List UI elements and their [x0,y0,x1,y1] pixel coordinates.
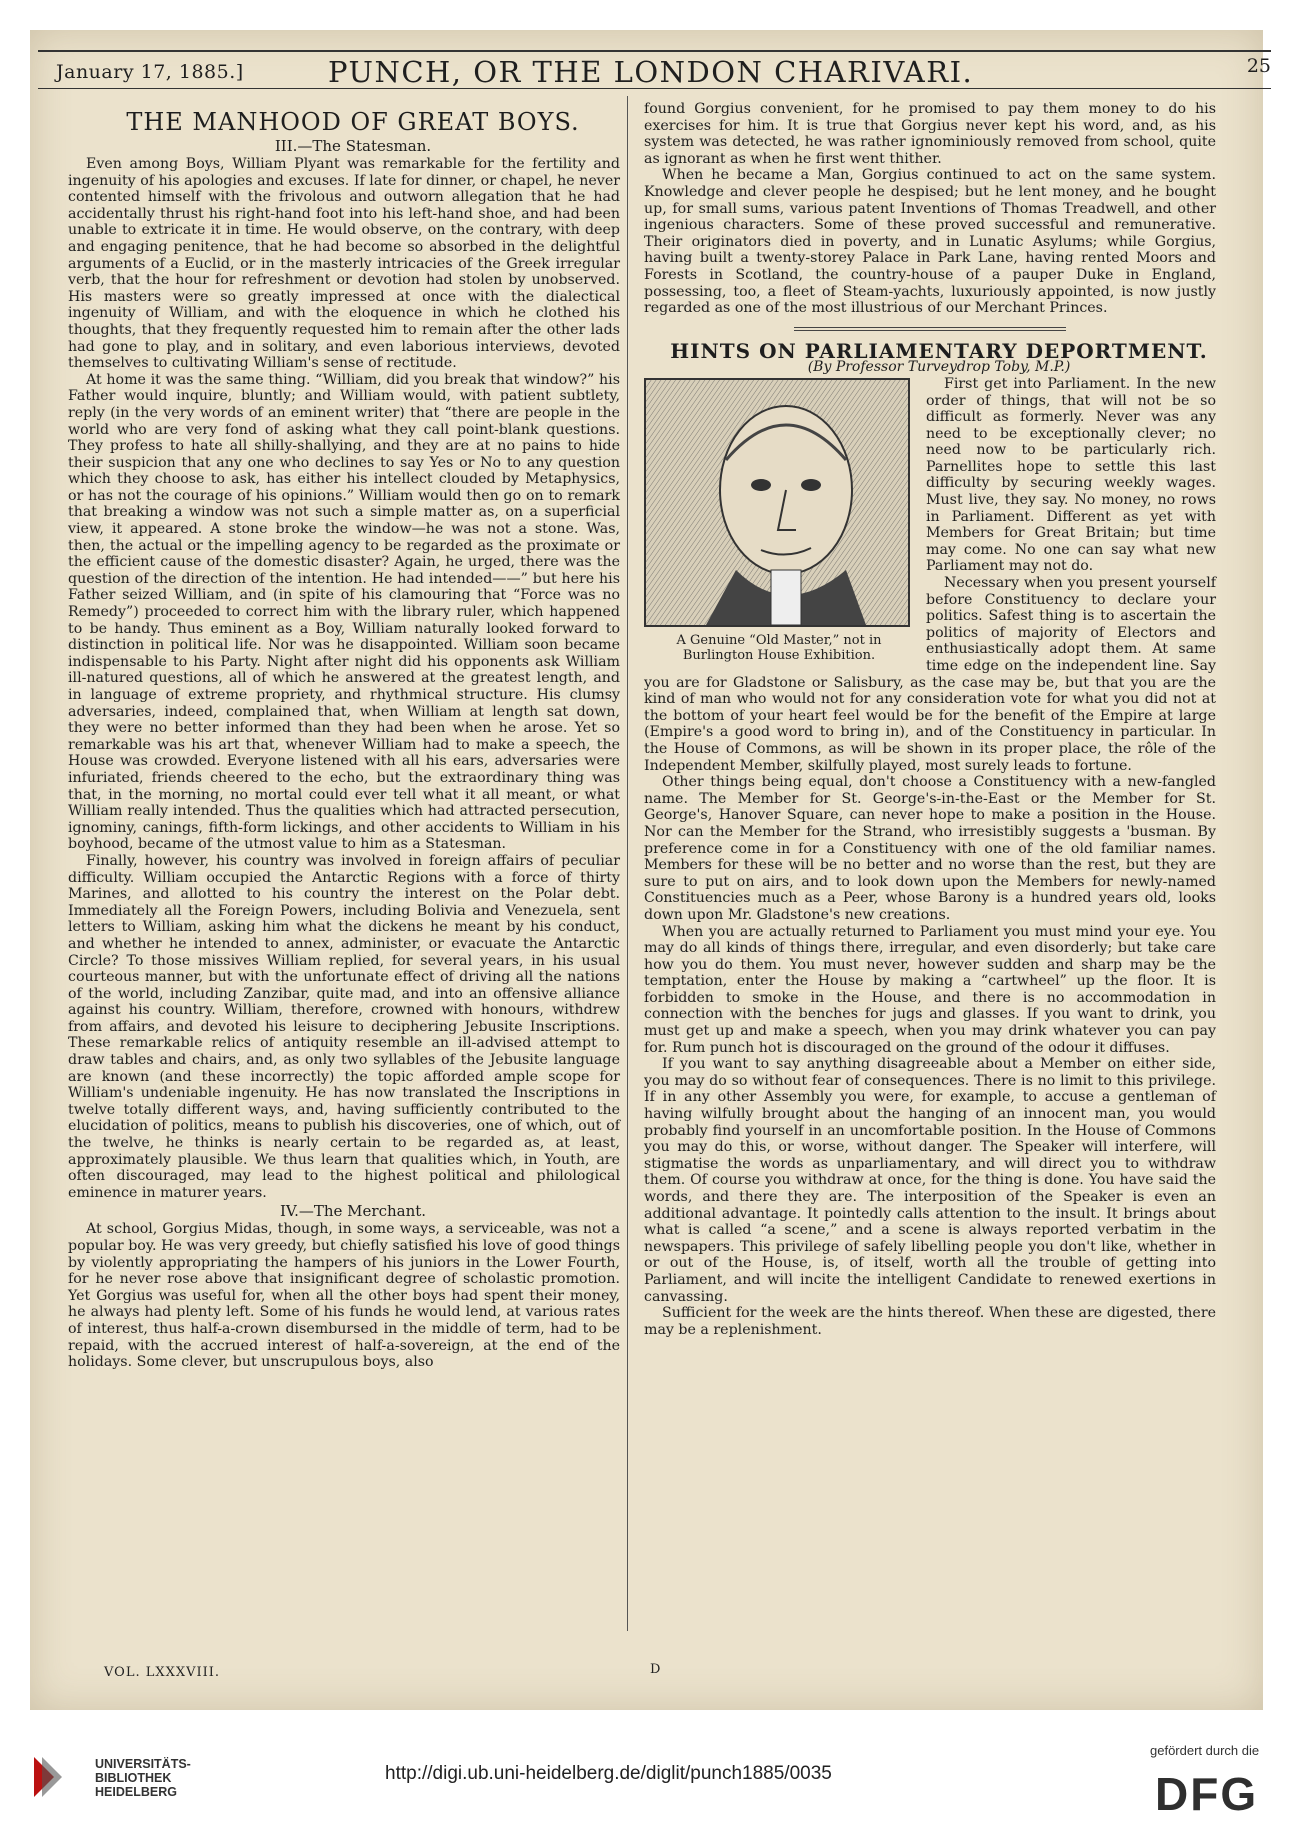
header-title: PUNCH, OR THE LONDON CHARIVARI. [328,55,974,89]
byline: (By Professor Turveydrop Toby, M.P.) [807,359,1071,376]
column-divider [627,96,628,1631]
section-heading-statesman: III.—The Statesman. [274,137,432,155]
portrait-engraving [644,378,910,627]
signature-mark: D [650,1662,661,1677]
paragraph: When you are actually returned to Parliament you must mind your eye. You may do all kinds of things there, irregular, and even disorderly; but take care how you do them. You must never, however sudden and sharp may be the temptation, enter the House by making a “cartwheel” up the floor. It is forbidden to smoke in the House, and there is no accommodation in connection with the benches for jugs and glasses. If you want to drink, you must get up and make a speech, when you may drink whatever you can pay for. Rum punch hot is discouraged on the ground of the odour it diffuses. [644,923,1216,1056]
library-line: HEIDELBERG [95,1785,177,1799]
right-column [644,101,1216,1338]
header-rule [38,88,1271,89]
left-column [68,108,620,1371]
paragraph: At home it was the same thing. “William, did you break that window?” his Father would inquire, bluntly; and William would, with patient subtlety, reply (in the very words of an eminent writer) that “there are people in the world who are very fond of asking what they call point-blank questions. They profess to hate all shilly-shallying, and they are at no pains to hide their suspicion that any one who declines to say Yes or No to any question which they choose to ask, has either his intellect clouded by Metaphysics, or has not the courage of his opinions.” William would then go on to remark that breaking a window was not such a simple matter as, on a superficial view, it appeared. A stone broke the window—he was not a stone. Was, then, the actual or the impelling agency to be regarded as the proximate or the efficient cause of the domestic disaster? Again, he urged, there was the question of the direction of the intention. He had intended——” but here his Father seized William, and (in spite of his clamouring that “Force was no Remedy”) proceeded to correct him with the library ruler, which happened to be handy. Thus eminent as a Boy, William naturally looked forward to distinction in political life. Nor was he disappointed. William soon became indispensable to his Party. Night after night did his opponents ask William ill-natured questions, all of which he answered at the greatest length, and in language of extreme propriety, and rhythmical structure. His clumsy adversaries, indeed, complained that, when William at length sat down, they were no better informed than they had been when he arose. Yet so remarkable was his art that, whenever William had to make a speech, the House was crowded. Everyone listened with all his ears, adversaries were infuriated, friends cheered to the echo, but the extraordinary thing was that, in the morning, no mortal could ever tell what it all meant, or what William really intended. Thus the qualities which had attracted persecution, ignominy, canings, fifth-form lickings, and other accidents to William in his boyhood, became of the utmost value to him as a Statesman. [68,371,620,853]
bottom-bar [0,1735,1293,1825]
dfg-logo: DFG [1155,1768,1259,1820]
paragraph: Other things being equal, don't choose a Constituency with a new-fangled name. The Member for St. George's-in-the-East or the Member for St. George's, Hanover Square, can never hope to make a position in the House. Nor can the Member for the Strand, who irresistibly suggests a 'busman. By preference come in for a Constituency with one of the old familiar names. Members for these will be no better and no worse than the rest, but they are sure to put on airs, and to look down upon the Members for newly-named Constituencies much as a Peer, whose Barony is a hundred years old, looks down upon Mr. Gladstone's new creations. [644,774,1216,923]
library-name [95,1757,191,1799]
paragraph: Necessary when you present yourself before Constituency to declare your politics. Safest thing is to ascertain the politics of majority of Electors and enthusiastically adopt them. At same time edge on the independent line. Say you are for Gladstone or Salisbury, as the case may be, but that you are the kind of man who would not for any consideration vote for what you did not at the bottom of your heart feel would be for the benefit of the Empire at large (Empire's a good word to bring in), and of the Constituency in particular. In the House of Commons, as will be shown in its proper place, the rôle of the Independent Member, skilfully played, most surely leads to fortune. [644,575,1216,774]
volume-number: VOL. LXXXVIII. [104,1665,221,1680]
page-number: 25 [1246,55,1271,77]
paragraph: At school, Gorgius Midas, though, in some ways, a serviceable, was not a popular boy. He was very greedy, but chiefly satisfied his love of good things by violently appropriating the hampers of his juniors in the Lower Fourth, for he never rose above that insignificant degree of scholastic promotion. Yet Gorgius was useful for, when all the other boys had spent their money, he always had plenty left. Some of his funds he would lend, at various rates of interest, thus half-a-crown disembursed in the middle of term, had to be repaid, with the accrued interest of half-a-sovereign, at the end of the holidays. Some clever, but unscrupulous boys, also [68,1221,620,1371]
header-date: January 17, 1885.] [56,61,244,83]
article-title: THE MANHOOD OF GREAT BOYS. [126,108,580,136]
paragraph: Even among Boys, William Plyant was remarkable for the fertility and ingenuity of his apologies and excuses. If late for dinner, or chapel, he never contented himself with the frivolous and outworn allegation that he had accidentally thrust his right-hand foot into his left-hand shoe, and had been unable to extricate it in time. He would observe, on the contrary, with deep and engaging penitence, that he had become so absorbed in the delightful arguments of a Euclid, or in the masterly intricacies of the Greek irregular verb, that the hour for refreshment or devotion had stolen by unobserved. His masters were so greatly impressed at once with the dialectical ingenuity of William, and with the eloquence in which he clothed his thoughts, that they frequently requested him to remain after the other lads had gone to play, and in solitary, and even laborious interviews, devoted themselves to cultivating William's sense of rectitude. [68,156,620,372]
library-line: BIBLIOTHEK [95,1771,172,1785]
paragraph: found Gorgius convenient, for he promised to pay them money to do his exercises for him. It is true that Gorgius never kept his word, and, as his system was detected, he was rather ignominiously removed from school, quite as ignorant as when he first went thither. [644,101,1216,167]
page-header [38,55,1271,87]
paragraph: When he became a Man, Gorgius continued to act on the same system. Knowledge and clever people he despised; but he lent money, and he bought up, for small sums, various patent Inventions of Thomas Treadwell, and other ingenious characters. Some of these proved successful and remunerative. Their originators died in poverty, and in Lunatic Asylums; while Gorgius, having built a twenty-storey Palace in Park Lane, having rented Moors and Forests in Scotland, the country-house of a pauper Duke in England, possessing, too, a fleet of Steam-yachts, luxuriously appointed, is now justly regarded as one of the most illustrious of our Merchant Princes. [644,167,1216,317]
figure-caption: A Genuine “Old Master,” not in Burlington House Exhibition. [676,632,882,663]
source-url[interactable]: http://digi.ub.uni-heidelberg.de/diglit/punch1885/0035 [385,1763,832,1784]
funded-by-label: gefördert durch die [1150,1743,1260,1758]
hints-title: HINTS ON PARLIAMENTARY DEPORTMENT. [670,338,1208,363]
top-rule [38,50,1271,52]
paragraph: First get into Parliament. In the new order of things, that will not be so difficult as formerly. Never was any need to be exceptionally clever; no need now to be particularly rich. Parnellites hope to settle this last difficulty by securing weekly wages. Must live, they say. No money, no rows in Parliament. Different as yet with Members for Great Britain; but time may come. No one can say what new Parliament may not do. [926,375,1216,575]
double-rule [794,327,1066,331]
library-line: UNIVERSITÄTS- [95,1757,191,1771]
university-library-logo-icon [28,1749,98,1805]
portrait-drawing [646,380,908,625]
paragraph: If you want to say anything disagreeable about a Member on either side, you may do so without fear of consequences. There is no limit to this privilege. If in any other Assembly you were, for example, to accuse a gentleman of having wilfully brought about the hanging of an innocent man, you would probably find yourself in an uncomfortable position. In the House of Commons you may do this, or worse, without danger. The Speaker will interfere, will stigmatise the words as unparliamentary, and will direct you to withdraw them. Of course you withdraw at once, for the thing is done. You have said the words, and there they are. The interposition of the Speaker is even an additional advantage. It pointedly calls attention to the insult. It brings about what is called “a scene,” and a scene is always reported verbatim in the newspapers. This privilege of safely libelling people you don't like, whether in or out of the House, is, of itself, worth all the trouble of getting into Parliament, and will incite the intelligent Candidate to renewed exertions in canvassing. [644,1056,1216,1305]
paragraph: Finally, however, his country was involved in foreign affairs of peculiar difficulty. William occupied the Antarctic Regions with a force of thirty Marines, and allotted to his country the interest on the Polar debt. Immediately all the Foreign Powers, including Bolivia and Venezuela, sent letters to William, asking him what the dickens he meant by his conduct, and whether he intended to annex, administer, or evacuate the Antarctic Circle? To those missives William replied, for several years, in his usual courteous manner, but with the unfortunate effect of driving all the nations of the world, including Zanzibar, quite mad, and into an offensive alliance against his country. William, therefore, crowned with honours, withdrew from affairs, and devoted his leisure to deciphering Jebusite Inscriptions. These remarkable relics of antiquity resemble an ill-advised attempt to draw tables and chairs, and, as only two syllables of the Jebusite language are known (and these incorrectly) the topic afforded ample scope for William's undeniable ingenuity. He has now translated the Inscriptions in twelve totally different ways, and, having sufficiently contributed to the elucidation of politics, means to publish his discoveries, one of which, out of the twelve, he thinks is nearly certain to be regarded as, at least, approximately plausible. We thus learn that qualities which, in Youth, are often discouraged, may lead to the highest political and philological eminence in maturer years. [68,852,620,1201]
paragraph: Sufficient for the week are the hints thereof. When these are digested, there may be a replenishment. [644,1305,1216,1338]
section-heading-merchant: IV.—The Merchant. [279,1202,427,1221]
portrait-figure [644,378,914,663]
